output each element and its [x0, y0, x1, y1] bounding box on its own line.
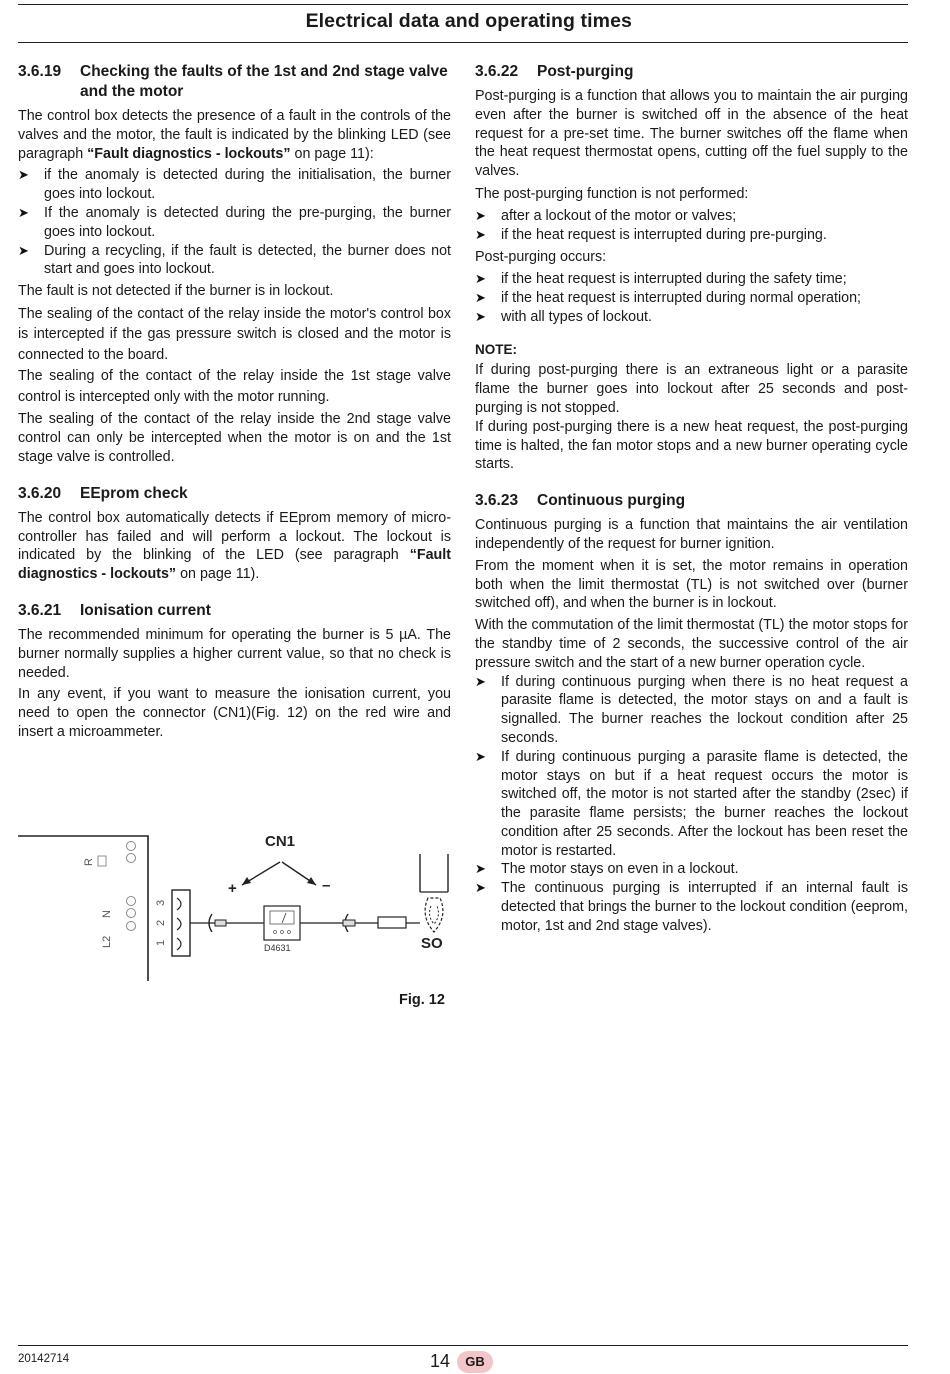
left-column: [18, 62, 451, 745]
bullet-arrow-icon: ➤: [475, 289, 486, 305]
bullet-arrow-icon: ➤: [18, 204, 29, 220]
page-number: 14: [430, 1351, 451, 1371]
list-item-text: with all types of lockout.: [501, 308, 652, 325]
flame-symbol: [425, 898, 443, 932]
wiring-diagram: [18, 826, 453, 986]
label-so: SO: [421, 935, 443, 952]
section-number: 3.6.21: [18, 602, 62, 620]
paragraph: With the commutation of the limit thermostat (TL) the motor stops for the standby time of 2 seconds, the successive control of the air pressure switch and the start of a new burner operation cycle.: [475, 617, 908, 671]
list-item-text: If during continuous purging a parasite flame is detected, the motor stays on but if a heat request occurs the motor is switched off, the motor is not started after the standby (2sec) if the parasite flame persists; the burner reaches the lockout condition after 25 seconds. After the lockout has been reset the motor is restarted.: [501, 748, 908, 859]
list-item-text: after a lockout of the motor or valves;: [501, 207, 737, 224]
right-column: [475, 62, 908, 936]
probe-holder: [420, 854, 448, 892]
paragraph: The fault is not detected if the burner is in lockout.: [18, 283, 334, 300]
paragraph: Post-purging is a function that allows you to maintain the air purging even after the burner is switched off in the absence of the heat request for a pre-set time. The burner switches off the flame when the heat request thermostat opens, cutting off the fuel supply to the valves.: [475, 88, 908, 180]
note-label: NOTE:: [475, 341, 517, 357]
list-item-text: The continuous purging is interrupted if an internal fault is detected that brings the burner to the lockout condition (eeprom, motor, 1st and 2nd stage valves).: [501, 880, 908, 934]
list-item: [18, 166, 451, 204]
text-run: on page 11).: [176, 566, 260, 583]
bullet-arrow-icon: ➤: [475, 271, 486, 287]
list-item: [475, 748, 908, 861]
text-run: on page 11):: [290, 145, 374, 162]
bullet-arrow-icon: ➤: [475, 748, 486, 764]
list-item: [475, 860, 908, 879]
section-3-6-23-heading: [475, 491, 908, 511]
note-paragraph: If during post-purging there is a new heat request, the post-purging time is halted, the fan motor stops and a new burner operating cycle starts.: [475, 418, 908, 473]
list-item: [475, 879, 908, 935]
list-item-text: if the heat request is interrupted during pre-purging.: [501, 226, 827, 243]
list-item-text: if the heat request is interrupted during the safety time;: [501, 271, 847, 288]
paragraph: [18, 509, 451, 584]
label-minus: –: [322, 877, 331, 894]
section-number: 3.6.19: [18, 63, 62, 80]
bullet-arrow-icon: ➤: [18, 242, 29, 258]
label-plus: +: [228, 880, 237, 897]
paragraph: From the moment when it is set, the motor remains in operation both when the limit thermostat (TL) is not switched over (burner switched off), and when the burner is in lockout.: [475, 557, 908, 612]
drawing-code: D4631: [264, 943, 291, 953]
cross-reference: “Fault diagnostics - lockouts”: [87, 145, 291, 162]
bullet-arrow-icon: ➤: [18, 167, 29, 183]
text-run: The control box automatically detects if EEprom memory of micro-controller has failed and will perform a lockout. The lockout is indicated by the blinking of the LED (see paragraph: [18, 509, 451, 564]
bullet-arrow-icon: ➤: [475, 861, 486, 877]
section-3-6-20-heading: [18, 484, 451, 504]
connector-male: [215, 920, 226, 926]
list-item: [475, 289, 908, 308]
language-badge: GB: [457, 1351, 493, 1373]
section-title: Post-purging: [537, 63, 634, 80]
paragraph: The sealing of the contact of the relay inside the 1st stage valve control is intercepted only with the motor running.: [18, 368, 451, 405]
list-item: [475, 207, 908, 226]
bullet-arrow-icon: ➤: [475, 673, 486, 689]
paragraph: The sealing of the contact of the relay inside the 2nd stage valve control can only be intercepted when the motor is on and the 1st stage valve is controlled.: [18, 411, 451, 466]
section-title: Ionisation current: [80, 602, 211, 620]
cross-reference: “Fault diagnostics - lockouts”: [18, 547, 451, 583]
control-box-outline: [18, 836, 148, 981]
terminal-3: 3: [155, 899, 167, 906]
section-3-6-21-heading: [18, 601, 451, 621]
section-title: EEprom check: [80, 484, 188, 502]
list-item-text: If during continuous purging when there is no heat request a parasite flame is detected, the motor stays on and a fault is signalled. The burner reaches the lockout condition after 25 seconds.: [501, 673, 908, 746]
section-title: Continuous purging: [537, 492, 686, 510]
section-number: 3.6.20: [18, 484, 62, 502]
bullet-arrow-icon: ➤: [475, 308, 486, 324]
connector-female: [343, 920, 355, 926]
paragraph: In any event, if you want to measure the ionisation current, you need to open the connector (CN1)(Fig. 12) on the red wire and insert a microammeter.: [18, 686, 451, 741]
figure-12-wiring-diagram: [18, 826, 453, 986]
figure-caption: Fig. 12: [399, 992, 445, 1008]
relay-symbol: [98, 856, 106, 866]
list-item-text: if the anomaly is detected during the initialisation, the burner goes into lockout.: [44, 167, 451, 203]
list-item: [475, 308, 908, 327]
list-item: [18, 242, 451, 280]
section-title: Checking the faults of the 1st and 2nd stage valve and the motor: [80, 63, 448, 100]
paragraph: The recommended minimum for operating the burner is 5 µA. The burner normally supplies a higher current value, so that no check is needed.: [18, 627, 451, 681]
text-run: The control box detects the presence of a fault in the controls of the valves and the motor, the fault is indicated by the blinking LED (see paragraph: [18, 108, 451, 162]
header-rule: [18, 42, 908, 43]
footer-rule: [18, 1345, 908, 1346]
list-item-text: If the anomaly is detected during the pre-purging, the burner goes into lockout.: [44, 204, 451, 240]
list-item: [475, 270, 908, 289]
paragraph: Post-purging occurs:: [475, 249, 607, 266]
paragraph: Continuous purging is a function that maintains the air ventilation independently of the request for burner ignition.: [475, 517, 908, 552]
list-item-text: The motor stays on even in a lockout.: [501, 861, 739, 878]
label-r: R: [83, 858, 95, 866]
label-cn1: CN1: [265, 833, 296, 850]
section-3-6-22-heading: [475, 62, 908, 82]
terminal-1: 1: [155, 939, 167, 946]
terminal-2: 2: [155, 919, 167, 926]
document-code: 20142714: [18, 1353, 70, 1365]
label-n: N: [101, 910, 113, 918]
list-item: [475, 673, 908, 748]
bullet-arrow-icon: ➤: [475, 880, 486, 896]
list-item-text: During a recycling, if the fault is detected, the burner does not start and goes into lockout.: [44, 242, 451, 278]
label-l2: L2: [101, 935, 113, 948]
terminal-circles: [127, 842, 136, 931]
list-item: [18, 204, 451, 242]
paragraph: The sealing of the contact of the relay inside the motor's control box is intercepted if the gas pressure switch is closed and the motor is connected to the board.: [18, 305, 451, 363]
note-paragraph: If during post-purging there is an extraneous light or a parasite flame the burner goes into lockout after 25 seconds and post-purging is not stopped.: [475, 362, 908, 416]
list-item-text: if the heat request is interrupted during normal operation;: [501, 289, 862, 306]
page-header-title: Electrical data and operating times: [305, 10, 632, 32]
bullet-arrow-icon: ➤: [475, 207, 486, 223]
section-number: 3.6.22: [475, 63, 519, 80]
paragraph: [18, 107, 451, 163]
top-rule: [18, 4, 908, 5]
bullet-arrow-icon: ➤: [475, 226, 486, 242]
section-3-6-19-heading: [18, 62, 451, 102]
list-item: [475, 226, 908, 245]
paragraph: The post-purging function is not performed:: [475, 185, 749, 202]
resistor: [378, 917, 406, 928]
section-number: 3.6.23: [475, 492, 519, 510]
